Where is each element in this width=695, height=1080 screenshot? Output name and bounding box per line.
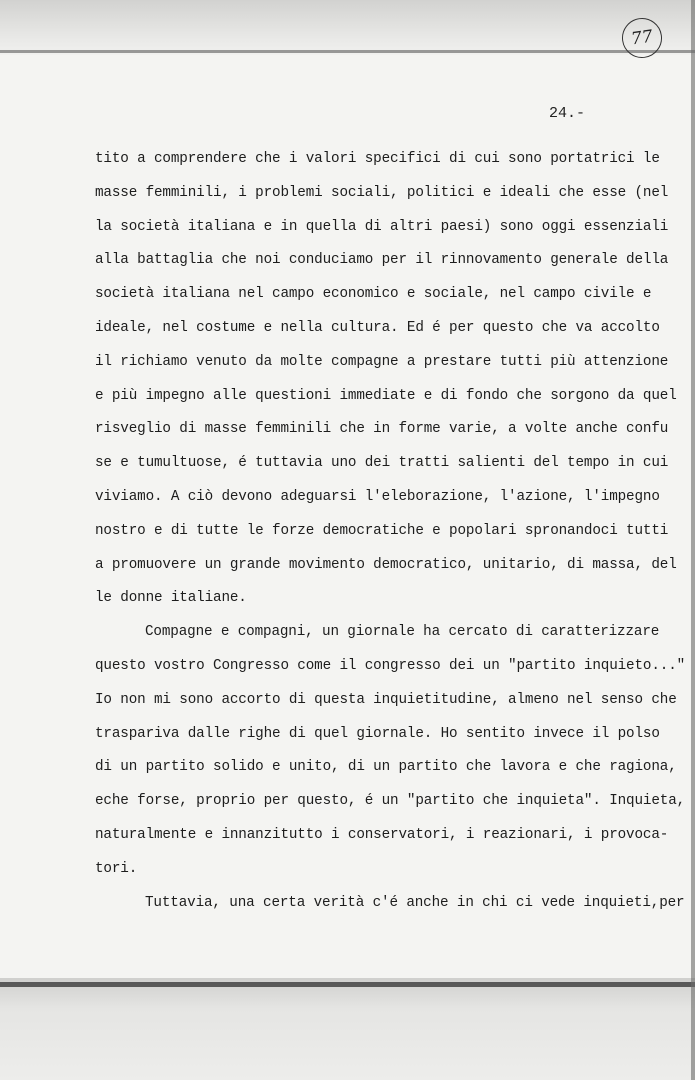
typewritten-text [95, 148, 686, 925]
text-line: società italiana nel campo economico e sociale, nel campo civile e [95, 286, 652, 303]
text-line: masse femminili, i problemi sociali, politici e ideali che esse (nel [95, 184, 669, 201]
paragraph [95, 621, 686, 891]
text-line: ideale, nel costume e nella cultura. Ed é per questo che va accolto [95, 319, 660, 336]
text-line: alla battaglia che noi conduciamo per il rinnovamento generale della [95, 252, 669, 269]
text-line: di un partito solido e unito, di un partito che lavora e che ragiona, [95, 759, 677, 776]
text-line: traspariva dalle righe di quel giornale. Ho sentito invece il polso [95, 725, 660, 742]
text-line: la società italiana e in quella di altri paesi) sono oggi essenziali [95, 218, 669, 235]
scan-top-edge [0, 0, 695, 55]
text-line: risveglio di masse femminili che in forme varie, a volte anche confu [95, 421, 669, 438]
text-line: le donne italiane. [95, 590, 247, 607]
scan-bottom-edge [0, 978, 695, 1080]
scan-bottom-line [0, 982, 695, 987]
text-line: naturalmente e innanzitutto i conservatori, i reazionari, i provoca- [95, 826, 669, 843]
text-line: nostro e di tutte le forze democratiche e popolari spronandoci tutti [95, 522, 669, 539]
text-line: Compagne e compagni, un giornale ha cercato di caratterizzare [145, 624, 660, 641]
paragraph [95, 148, 680, 621]
scan-top-line [0, 50, 695, 53]
text-line: se e tumultuose, é tuttavia uno dei tratti salienti del tempo in cui [95, 455, 669, 472]
page-number: 24.- [549, 105, 586, 122]
text-line: questo vostro Congresso come il congresso dei un "partito inquieto..." [95, 657, 686, 674]
text-line: eche forse, proprio per questo, é un "partito che inquieta". Inquieta, [95, 793, 686, 810]
paragraph [95, 892, 685, 926]
text-line: a promuovere un grande movimento democratico, unitario, di massa, del [95, 556, 677, 573]
text-line: e più impegno alle questioni immediate e di fondo che sorgono da quel [95, 387, 677, 404]
text-line: Tuttavia, una certa verità c'é anche in chi ci vede inquieti,per [145, 894, 685, 911]
text-line: tito a comprendere che i valori specifici di cui sono portatrici le [95, 151, 660, 167]
scan-right-edge [691, 0, 695, 1080]
text-line: Io non mi sono accorto di questa inquietitudine, almeno nel senso che [95, 691, 677, 708]
text-line: il richiamo venuto da molte compagne a prestare tutti più attenzione [95, 353, 669, 370]
handwritten-folio-number: 77 [619, 15, 664, 60]
text-line: viviamo. A ciò devono adeguarsi l'eleborazione, l'azione, l'impegno [95, 488, 660, 505]
text-line: tori. [95, 860, 138, 877]
